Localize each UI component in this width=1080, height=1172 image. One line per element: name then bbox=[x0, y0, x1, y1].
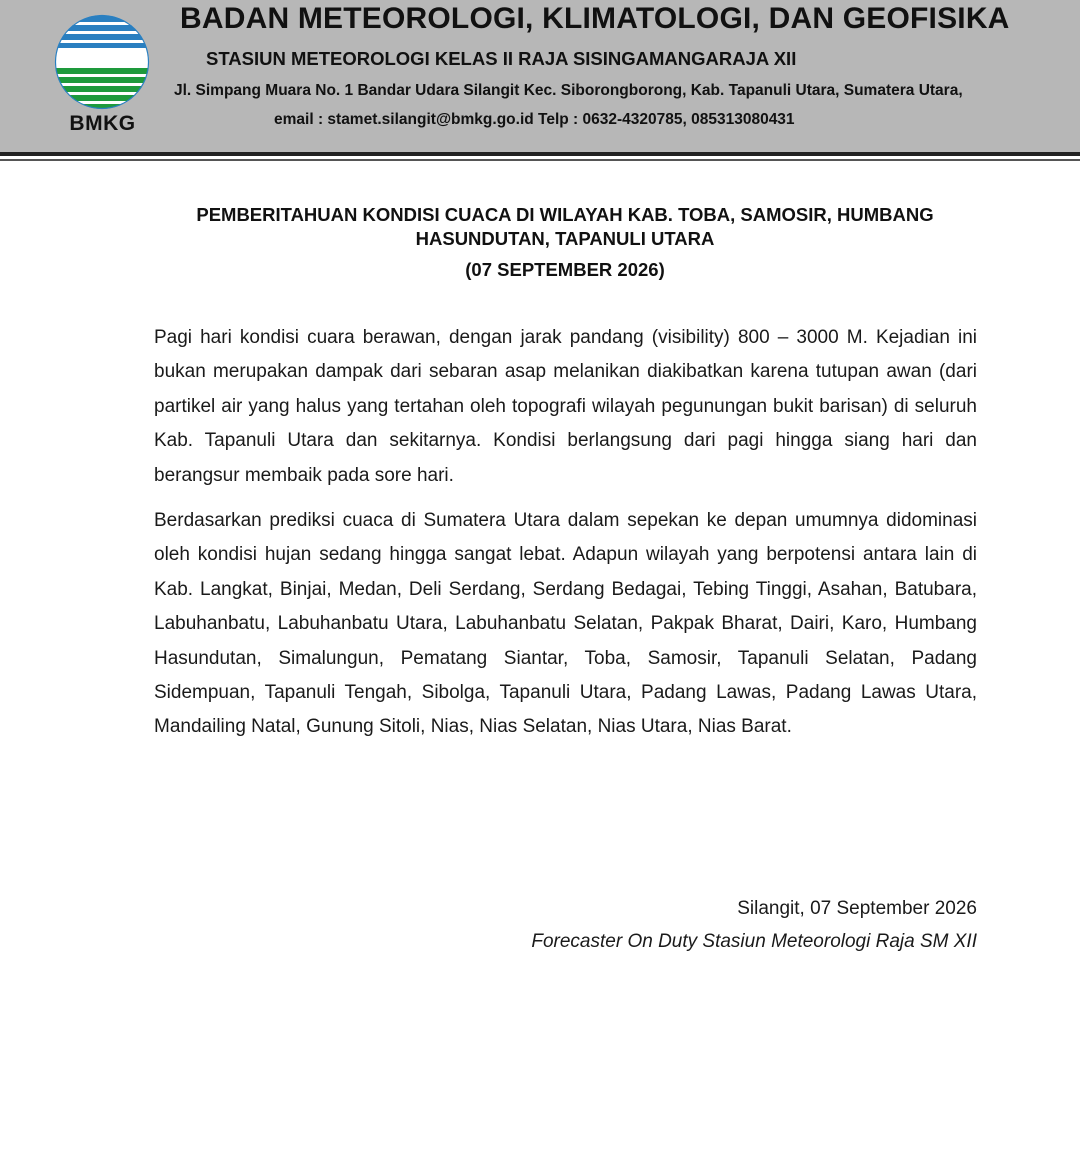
station-contact: email : stamet.silangit@bmkg.go.id Telp : 0632-4320785, 085313080431 bbox=[274, 111, 795, 128]
paragraph-forecast: Berdasarkan prediksi cuaca di Sumatera Utara dalam sepekan ke depan umumnya didominasi oleh kondisi hujan sedang hingga sangat lebat. Adapun wilayah yang berpotensi antara lain di Kab. Langkat, Binjai, Medan, Deli Serdang, Serdang Bedagai, Tebing Tinggi, Asahan, Batubara, Labuhanbatu, Labuhanbatu Utara, Labuhanbatu Selatan, Pakpak Bharat, Dairi, Karo, Humbang Hasundutan, Simalungun, Pematang Siantar, Toba, Samosir, Tapanuli Selatan, Padang Sidempuan, Tapanuli Tengah, Sibolga, Tapanuli Utara, Padang Lawas, Padang Lawas Utara, Mandailing Natal, Gunung Sitoli, Nias, Nias Selatan, Nias Utara, Nias Barat. bbox=[154, 510, 977, 738]
station-name: STASIUN METEOROLOGI KELAS II RAJA SISINGAMANGARAJA XII bbox=[206, 48, 797, 69]
letterhead bbox=[0, 0, 1080, 152]
bmkg-logo-icon bbox=[52, 14, 152, 110]
letterhead-divider-thick bbox=[0, 152, 1080, 156]
paragraph-visibility: Pagi hari kondisi cuara berawan, dengan jarak pandang (visibility) 800 – 3000 M. Kejadian ini bukan merupakan dampak dari sebaran asap melanikan diakibatkan karena tutupan awan (dari partikel air yang halus yang tertahan oleh topografi wilayah pegunungan bukit barisan) di seluruh Kab. Tapanuli Utara dan sekitarnya. Kondisi berlangsung dari pagi hingga siang hari dan berangsur membaik pada sore hari. bbox=[154, 327, 977, 486]
signature-role: Forecaster On Duty Stasiun Meteorologi Raja SM XII bbox=[531, 931, 977, 952]
notice-title: PEMBERITAHUAN KONDISI CUACA DI WILAYAH KAB. TOBA, SAMOSIR, HUMBANG HASUNDUTAN, TAPANULI UTARA bbox=[196, 204, 934, 249]
agency-name: BADAN METEOROLOGI, KLIMATOLOGI, DAN GEOFISIKA bbox=[180, 2, 1010, 35]
logo-text: BMKG bbox=[69, 112, 136, 135]
station-address: Jl. Simpang Muara No. 1 Bandar Udara Silangit Kec. Siborongborong, Kab. Tapanuli Utara, Sumatera Utara, bbox=[174, 82, 963, 99]
notice-date: (07 SEPTEMBER 2026) bbox=[465, 259, 665, 280]
letterhead-divider-thin bbox=[0, 159, 1080, 161]
signature-place-date: Silangit, 07 September 2026 bbox=[737, 898, 977, 919]
